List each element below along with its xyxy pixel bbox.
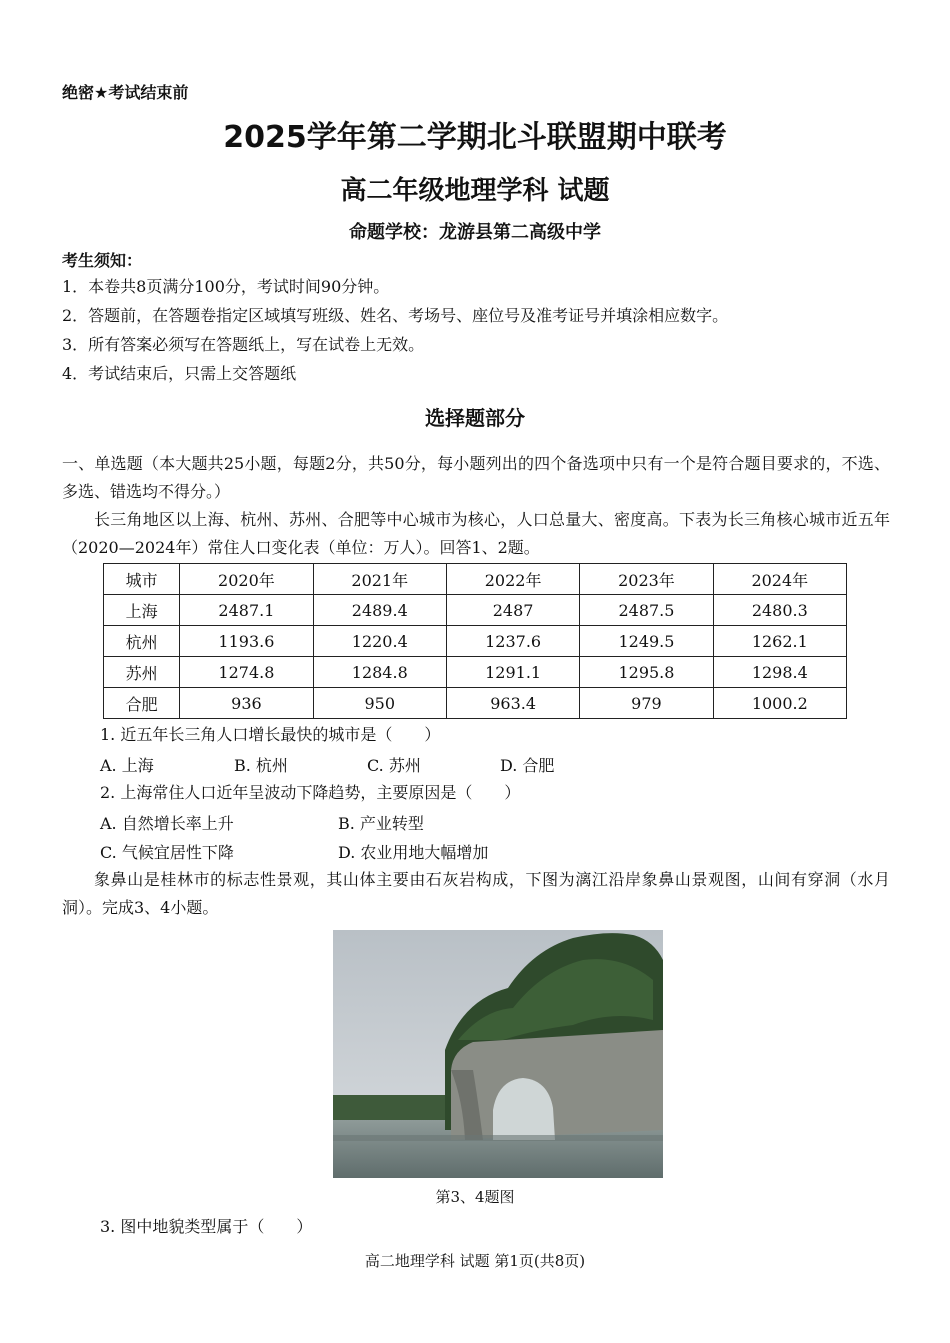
table-header-cell: 2024年 bbox=[713, 564, 846, 595]
table-cell: 1274.8 bbox=[180, 657, 313, 688]
question-3-stem: 3. 图中地貌类型属于（ ） bbox=[100, 1217, 313, 1236]
population-table bbox=[103, 563, 847, 719]
question-2-stem: 2. 上海常住人口近年呈波动下降趋势，主要原因是（ ） bbox=[100, 783, 521, 802]
notice-heading: 考生须知： bbox=[62, 251, 143, 270]
question-2-option-a: A. 自然增长率上升 bbox=[100, 814, 234, 833]
table-cell: 979 bbox=[580, 688, 713, 719]
table-header-cell: 2020年 bbox=[180, 564, 313, 595]
confidential-label: 绝密★考试结束前 bbox=[62, 83, 189, 102]
section-title: 选择题部分 bbox=[425, 406, 525, 430]
notice-item-2: 2．答题前，在答题卷指定区域填写班级、姓名、考场号、座位号及准考证号并填涂相应数字。 bbox=[62, 306, 729, 325]
table-cell: 2489.4 bbox=[313, 595, 446, 626]
exam-title: 2025学年第二学期北斗联盟期中联考 bbox=[223, 120, 727, 155]
table-header-cell: 2021年 bbox=[313, 564, 446, 595]
table-cell: 1249.5 bbox=[580, 626, 713, 657]
question-2-option-b: B. 产业转型 bbox=[338, 814, 424, 833]
question-2-option-c: C. 气候宜居性下降 bbox=[100, 843, 234, 862]
table-cell: 1298.4 bbox=[713, 657, 846, 688]
exam-subtitle: 高二年级地理学科 试题 bbox=[340, 176, 610, 206]
table-cell: 1193.6 bbox=[180, 626, 313, 657]
question-1-option-b: B. 杭州 bbox=[234, 756, 288, 775]
table-cell: 2487.5 bbox=[580, 595, 713, 626]
table-header-cell: 2023年 bbox=[580, 564, 713, 595]
table-cell: 1220.4 bbox=[313, 626, 446, 657]
table-cell: 苏州 bbox=[104, 657, 180, 688]
elephant-trunk-hill-photo bbox=[333, 930, 663, 1178]
table-header-row bbox=[104, 564, 847, 595]
notice-item-1: 1．本卷共8页满分100分，考试时间90分钟。 bbox=[62, 277, 390, 296]
table-cell: 上海 bbox=[104, 595, 180, 626]
table-cell: 950 bbox=[313, 688, 446, 719]
table-cell: 1237.6 bbox=[446, 626, 579, 657]
question-1-option-c: C. 苏州 bbox=[367, 756, 421, 775]
part1-intro: 一、单选题（本大题共25小题，每题2分，共50分，每小题列出的四个备选项中只有一个是符合题目要求的，不选、多选、错选均不得分。） bbox=[62, 454, 890, 501]
table-header-cell: 城市 bbox=[104, 564, 180, 595]
table-cell: 2487.1 bbox=[180, 595, 313, 626]
notice-item-3: 3．所有答案必须写在答题纸上，写在试卷上无效。 bbox=[62, 335, 425, 354]
table-cell: 936 bbox=[180, 688, 313, 719]
table-cell: 合肥 bbox=[104, 688, 180, 719]
setter-school: 命题学校：龙游县第二高级中学 bbox=[349, 222, 601, 243]
question-1-option-d: D. 合肥 bbox=[500, 756, 555, 775]
table-cell: 2480.3 bbox=[713, 595, 846, 626]
figure-caption: 第3、4题图 bbox=[435, 1188, 515, 1206]
table-cell: 2487 bbox=[446, 595, 579, 626]
question-1-stem: 1. 近五年长三角人口增长最快的城市是（ ） bbox=[100, 725, 441, 744]
table-cell: 1284.8 bbox=[313, 657, 446, 688]
table-cell: 1295.8 bbox=[580, 657, 713, 688]
passage-1: 长三角地区以上海、杭州、苏州、合肥等中心城市为核心，人口总量大、密度高。下表为长三角核心城市近五年（2020—2024年）常住人口变化表（单位：万人）。回答1、2题。 bbox=[62, 510, 890, 557]
table-row bbox=[104, 595, 847, 626]
table-cell: 1291.1 bbox=[446, 657, 579, 688]
page-footer: 高二地理学科 试题 第1页(共8页) bbox=[364, 1252, 586, 1270]
question-2-option-d: D. 农业用地大幅增加 bbox=[338, 843, 489, 862]
passage-2: 象鼻山是桂林市的标志性景观，其山体主要由石灰岩构成，下图为漓江沿岸象鼻山景观图，山间有穿洞（水月洞）。完成3、4小题。 bbox=[62, 870, 890, 917]
table-cell: 杭州 bbox=[104, 626, 180, 657]
notice-item-4: 4．考试结束后，只需上交答题纸 bbox=[62, 364, 297, 383]
question-1-option-a: A. 上海 bbox=[100, 756, 154, 775]
table-row bbox=[104, 688, 847, 719]
table-cell: 1000.2 bbox=[713, 688, 846, 719]
table-cell: 1262.1 bbox=[713, 626, 846, 657]
table-cell: 963.4 bbox=[446, 688, 579, 719]
table-row bbox=[104, 626, 847, 657]
table-header-cell: 2022年 bbox=[446, 564, 579, 595]
table-row bbox=[104, 657, 847, 688]
